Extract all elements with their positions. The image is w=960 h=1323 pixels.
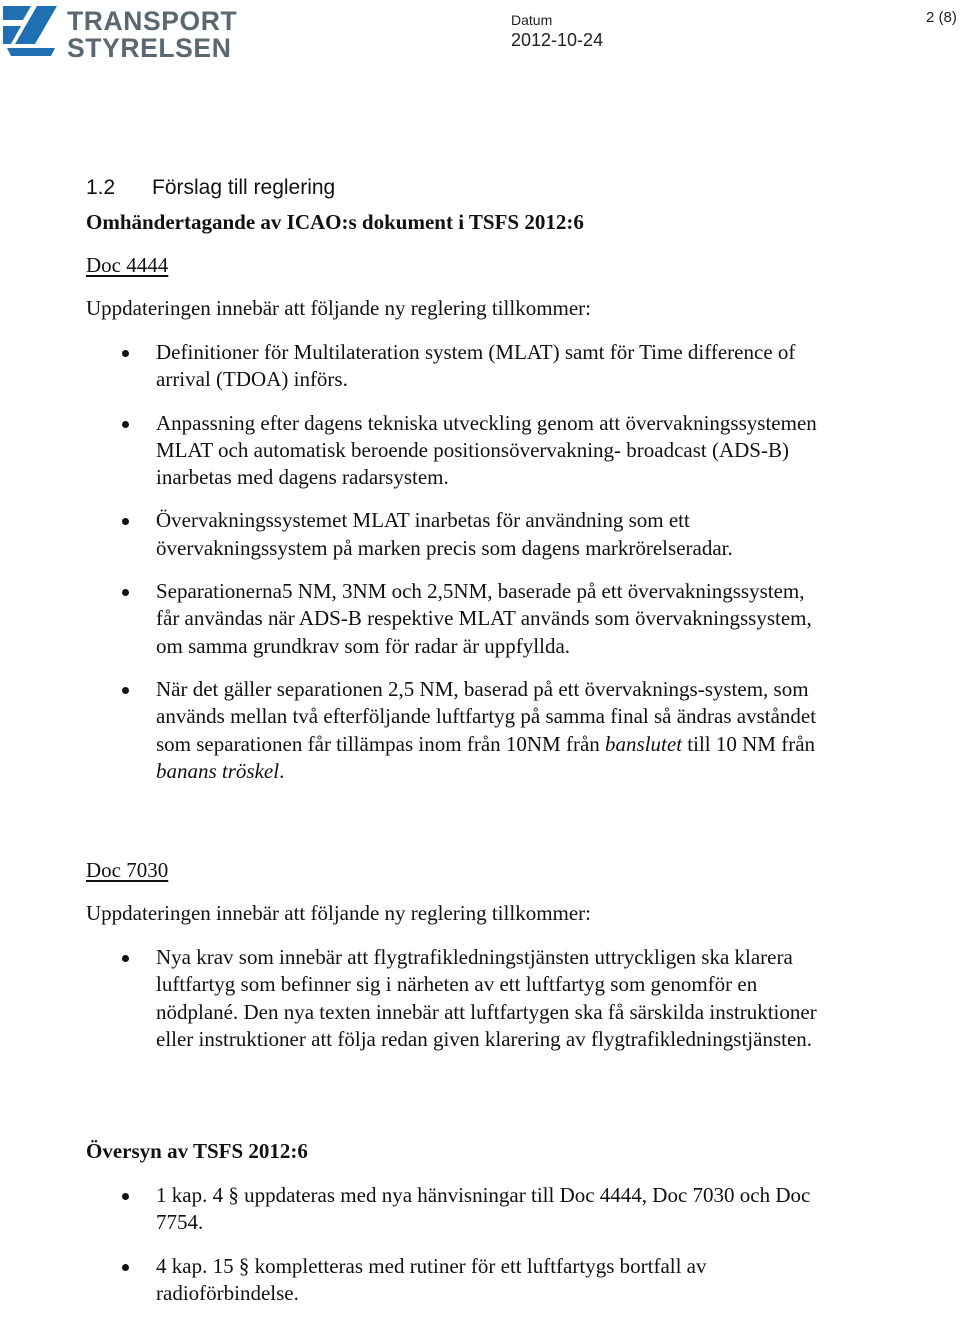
doc-4444-bullet-list <box>86 339 826 801</box>
list-item: Separationerna5 NM, 3NM och 2,5NM, baserade på ett övervakningssystem, får användas när ADS-B respektive MLAT används som övervakningssystem, om samma grundkrav som för radar är uppfyllda. <box>86 578 826 660</box>
list-item: Definitioner för Multilateration system (MLAT) samt för Time difference of arrival (TDOA) införs. <box>86 339 826 394</box>
logo-line-2: STYRELSEN <box>67 33 232 63</box>
logo-mark-icon <box>3 6 61 60</box>
section-title: Förslag till reglering <box>152 176 336 199</box>
emphasis-banans-troskel: banans tröskel <box>156 758 280 783</box>
section-number: 1.2 <box>86 176 116 199</box>
list-item: Nya krav som innebär att flygtrafikledningstjänsten uttryckligen ska klarera luftfartyg som befinner sig i närheten av ett luftfartyg som genomför en nödplané. Den nya texten innebär att luftfartygen ska få särskilda instruktioner eller instruktioner att följa redan given klarering av flygtrafikledningstjänsten. <box>86 944 826 1053</box>
doc-7030-intro: Uppdateringen innebär att följande ny reglering tillkommer: <box>86 901 592 925</box>
doc-4444-title: Doc 4444 <box>86 253 169 277</box>
list-item <box>86 676 826 785</box>
list-item: Övervakningssystemet MLAT inarbetas för användning som ett övervakningssystem på marken precis som dagens markrörelseradar. <box>86 507 826 562</box>
doc-7030-title: Doc 7030 <box>86 858 169 882</box>
doc-4444-intro: Uppdateringen innebär att följande ny reglering tillkommer: <box>86 296 592 320</box>
list-item-text: . <box>279 758 285 783</box>
logo-wordmark <box>67 8 237 62</box>
oversyn-bullet-list <box>86 1182 826 1323</box>
emphasis-banslutet: banslutet <box>605 731 683 756</box>
list-item-text: När det gäller separationen 2,5 NM, baserad på ett övervaknings-system, som används mellan två efterföljande luftfartyg på samma final så ändras avståndet som separationen får tillämpas inom från 10NM från <box>156 676 817 756</box>
list-item: 1 kap. 4 § uppdateras med nya hänvisningar till Doc 4444, Doc 7030 och Doc 7754. <box>86 1182 826 1237</box>
page-number: 2 (8) <box>926 9 957 26</box>
date-value: 2012-10-24 <box>511 30 604 50</box>
date-label: Datum <box>511 12 553 28</box>
subheading-icao: Omhändertagande av ICAO:s dokument i TSFS 2012:6 <box>86 210 584 234</box>
doc-7030-bullet-list <box>86 944 826 1069</box>
list-item: 4 kap. 15 § kompletteras med rutiner för ett luftfartygs bortfall av radioförbindelse. <box>86 1253 826 1308</box>
list-item-text: till 10 NM från <box>682 731 816 756</box>
transportstyrelsen-logo <box>3 6 238 63</box>
subheading-oversyn: Översyn av TSFS 2012:6 <box>86 1139 308 1163</box>
logo-line-1: TRANSPORT <box>67 6 238 36</box>
section-heading <box>86 176 335 200</box>
list-item: Anpassning efter dagens tekniska utveckling genom att övervakningssystemen MLAT och automatisk beroende positionsövervakning- broadcast (ADS-B) inarbetas med dagens radarsystem. <box>86 410 826 492</box>
